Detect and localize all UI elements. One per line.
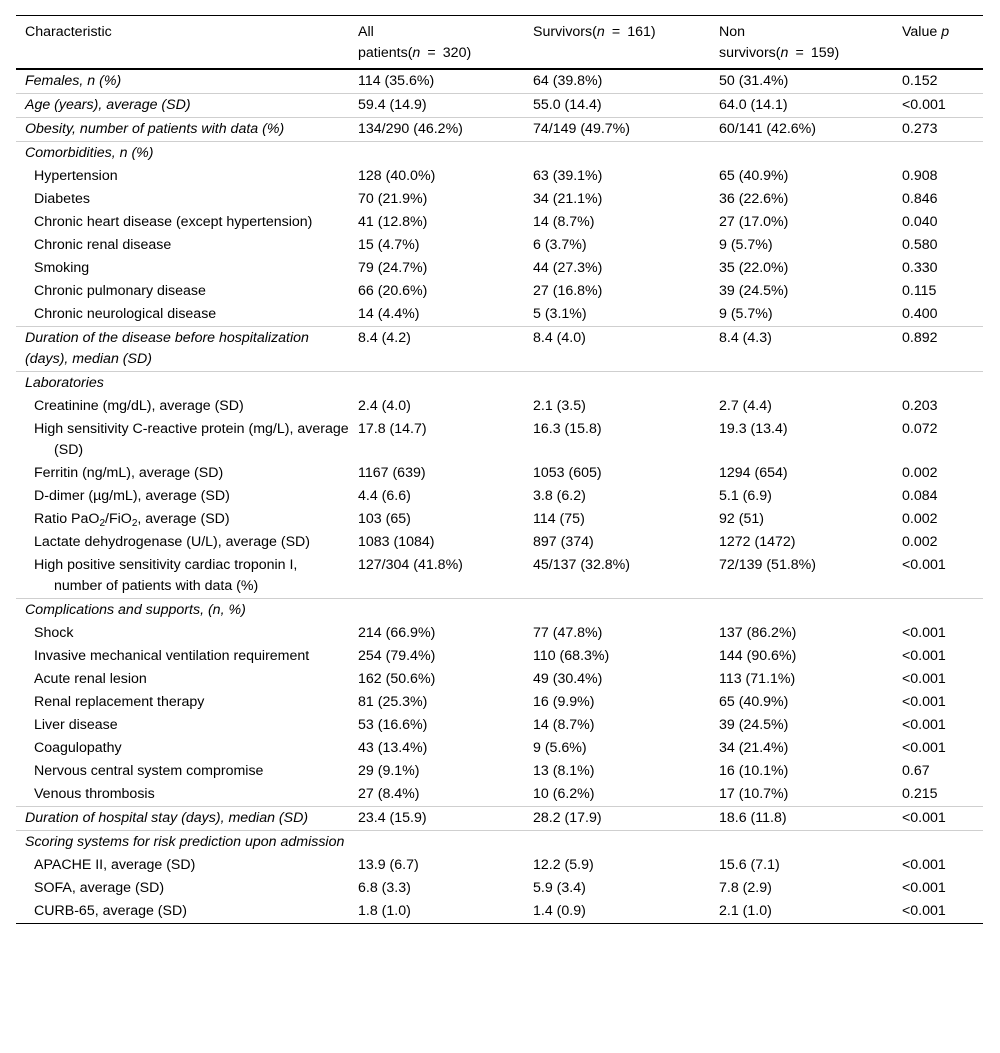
value-survivors: 12.2 (5.9) [533, 857, 594, 873]
header-p-value: Value p [893, 16, 983, 70]
value-nonsurvivors: 92 (51) [719, 511, 764, 527]
row-characteristic [16, 69, 349, 94]
value-survivors: 114 (75) [533, 511, 585, 527]
value-survivors: 9 (5.6%) [533, 740, 587, 756]
row-characteristic [16, 118, 349, 142]
table-row [16, 234, 983, 257]
value-survivors: 49 (30.4%) [533, 671, 603, 687]
value-survivors: 28.2 (17.9) [524, 807, 710, 831]
row-characteristic [16, 531, 349, 554]
row-label: Venous thrombosis [34, 786, 155, 802]
value-survivors: 44 (27.3%) [533, 260, 603, 276]
value-survivors: 1053 (605) [533, 465, 602, 481]
value-nonsurvivors [710, 599, 893, 623]
row-label: Ferritin (ng/mL), average (SD) [34, 465, 224, 481]
table-row [16, 831, 983, 855]
value-p: 0.580 [902, 237, 938, 253]
value-all-patients: 59.4 (14.9) [349, 94, 524, 118]
row-characteristic [16, 395, 349, 418]
value-all-patients [349, 599, 524, 623]
value-survivors: 45/137 (32.8%) [524, 554, 710, 599]
row-characteristic [16, 165, 349, 188]
value-nonsurvivors: 8.4 (4.3) [710, 327, 893, 372]
value-survivors: 897 (374) [533, 534, 594, 550]
value-all-patients: 254 (79.4%) [358, 648, 436, 664]
value-all-patients: 127/304 (41.8%) [349, 554, 524, 599]
value-p: 0.115 [902, 283, 937, 299]
value-survivors: 5.9 (3.4) [533, 880, 586, 896]
table-row [16, 737, 983, 760]
value-all-patients: 134/290 (46.2%) [349, 118, 524, 142]
value-all-patients: 4.4 (6.6) [358, 488, 411, 504]
row-characteristic [16, 854, 349, 877]
value-nonsurvivors [710, 372, 893, 396]
row-label: Creatinine (mg/dL), average (SD) [34, 398, 244, 414]
row-label: Laboratories [25, 375, 104, 391]
row-characteristic [16, 554, 349, 599]
value-survivors: 3.8 (6.2) [533, 488, 586, 504]
table-row [16, 714, 983, 737]
table-row [16, 165, 983, 188]
value-p: 0.002 [902, 511, 938, 527]
row-label: Chronic pulmonary disease [34, 283, 206, 299]
table-row [16, 418, 983, 462]
value-nonsurvivors: 1272 (1472) [719, 534, 796, 550]
value-all-patients: 14 (4.4%) [349, 303, 524, 327]
value-nonsurvivors [710, 142, 893, 166]
table-row [16, 554, 983, 599]
row-characteristic [16, 142, 349, 166]
value-all-patients: 79 (24.7%) [358, 260, 428, 276]
header-row [16, 16, 983, 70]
row-label: Obesity, number of patients with data (%) [25, 121, 285, 137]
table-row [16, 118, 983, 142]
value-p: 0.273 [893, 118, 983, 142]
row-characteristic [16, 877, 349, 900]
row-label: Hypertension [34, 168, 118, 184]
value-p [893, 831, 983, 855]
row-characteristic [16, 327, 349, 372]
value-survivors [524, 831, 710, 855]
row-characteristic [16, 783, 349, 807]
value-nonsurvivors: 113 (71.1%) [719, 671, 796, 687]
value-nonsurvivors: 15.6 (7.1) [719, 857, 780, 873]
table-row [16, 280, 983, 303]
value-all-patients: 162 (50.6%) [358, 671, 436, 687]
value-survivors: 8.4 (4.0) [524, 327, 710, 372]
value-survivors: 63 (39.1%) [533, 168, 603, 184]
value-p: 0.040 [902, 214, 938, 230]
value-nonsurvivors: 19.3 (13.4) [719, 421, 788, 437]
value-nonsurvivors: 2.7 (4.4) [719, 398, 772, 414]
value-all-patients: 15 (4.7%) [358, 237, 420, 253]
value-nonsurvivors: 18.6 (11.8) [710, 807, 893, 831]
row-label: Females, n (%) [25, 73, 122, 89]
table-row [16, 508, 983, 531]
value-all-patients: 70 (21.9%) [358, 191, 428, 207]
value-all-patients: 8.4 (4.2) [349, 327, 524, 372]
row-label: Complications and supports, (n, %) [25, 602, 246, 618]
row-label: Nervous central system compromise [34, 763, 264, 779]
value-nonsurvivors: 17 (10.7%) [710, 783, 893, 807]
table-row [16, 327, 983, 372]
value-p: <0.001 [902, 671, 946, 687]
value-all-patients: 27 (8.4%) [349, 783, 524, 807]
value-all-patients: 1.8 (1.0) [349, 900, 524, 924]
value-p: 0.152 [893, 69, 983, 94]
value-all-patients: 43 (13.4%) [358, 740, 428, 756]
row-label: Comorbidities, n (%) [25, 145, 154, 161]
value-survivors: 64 (39.8%) [524, 69, 710, 94]
value-nonsurvivors: 64.0 (14.1) [710, 94, 893, 118]
row-characteristic [16, 900, 349, 924]
row-label: Acute renal lesion [34, 671, 147, 687]
value-all-patients: 81 (25.3%) [358, 694, 428, 710]
value-all-patients: 128 (40.0%) [358, 168, 436, 184]
table-row [16, 854, 983, 877]
value-nonsurvivors [710, 831, 893, 855]
row-label: D-dimer (µg/mL), average (SD) [34, 488, 230, 504]
value-survivors [524, 599, 710, 623]
table-row [16, 668, 983, 691]
value-p: 0.400 [893, 303, 983, 327]
value-all-patients: 114 (35.6%) [349, 69, 524, 94]
value-nonsurvivors: 137 (86.2%) [719, 625, 797, 641]
value-nonsurvivors: 35 (22.0%) [719, 260, 789, 276]
row-characteristic [16, 599, 349, 623]
row-characteristic [16, 831, 349, 855]
value-nonsurvivors: 39 (24.5%) [719, 283, 789, 299]
value-nonsurvivors: 39 (24.5%) [719, 717, 789, 733]
table-row [16, 94, 983, 118]
value-nonsurvivors: 5.1 (6.9) [719, 488, 772, 504]
value-p: 0.892 [893, 327, 983, 372]
row-label: Lactate dehydrogenase (U/L), average (SD) [34, 534, 311, 550]
table-row [16, 372, 983, 396]
row-characteristic [16, 280, 349, 303]
value-nonsurvivors: 36 (22.6%) [719, 191, 789, 207]
value-p [893, 599, 983, 623]
value-nonsurvivors: 1294 (654) [719, 465, 788, 481]
row-label: SOFA, average (SD) [34, 880, 165, 896]
header-nonsurvivors: Non survivors(n = 159) [710, 16, 893, 70]
value-nonsurvivors: 34 (21.4%) [719, 740, 789, 756]
value-all-patients: 13.9 (6.7) [358, 857, 419, 873]
table-row [16, 877, 983, 900]
value-all-patients: 1167 (639) [358, 465, 426, 481]
value-survivors: 16 (9.9%) [533, 694, 595, 710]
row-characteristic [16, 372, 349, 396]
row-label: Liver disease [34, 717, 118, 733]
value-all-patients: 23.4 (15.9) [349, 807, 524, 831]
row-label: Duration of hospital stay (days), median (SD) [25, 810, 309, 826]
row-characteristic [16, 257, 349, 280]
row-characteristic [16, 94, 349, 118]
row-label: Renal replacement therapy [34, 694, 205, 710]
row-characteristic [16, 418, 349, 462]
value-p [893, 142, 983, 166]
value-nonsurvivors: 16 (10.1%) [719, 763, 789, 779]
header-all-patients: All patients(n = 320) [349, 16, 524, 70]
row-characteristic [16, 211, 349, 234]
value-all-patients: 214 (66.9%) [358, 625, 436, 641]
value-survivors: 27 (16.8%) [533, 283, 603, 299]
header-survivors: Survivors(n = 161) [524, 16, 710, 70]
row-characteristic [16, 807, 349, 831]
results-table [16, 15, 983, 924]
value-survivors: 14 (8.7%) [533, 214, 595, 230]
row-characteristic [16, 508, 349, 531]
row-characteristic [16, 462, 349, 485]
row-characteristic [16, 188, 349, 211]
value-all-patients: 29 (9.1%) [358, 763, 420, 779]
value-p: 0.002 [902, 534, 938, 550]
value-nonsurvivors: 50 (31.4%) [710, 69, 893, 94]
value-survivors: 2.1 (3.5) [533, 398, 586, 414]
value-p: <0.001 [902, 717, 946, 733]
value-nonsurvivors: 65 (40.9%) [719, 168, 789, 184]
value-all-patients [349, 372, 524, 396]
value-p: <0.001 [902, 880, 946, 896]
value-p: 0.67 [902, 763, 930, 779]
row-label: APACHE II, average (SD) [34, 857, 196, 873]
table-row [16, 783, 983, 807]
value-p: 0.203 [902, 398, 938, 414]
value-p: <0.001 [902, 694, 946, 710]
row-characteristic [16, 645, 349, 668]
table-row [16, 188, 983, 211]
value-p: 0.084 [902, 488, 938, 504]
row-label: Chronic neurological disease [34, 306, 217, 322]
table-row [16, 900, 983, 924]
value-nonsurvivors: 72/139 (51.8%) [710, 554, 893, 599]
value-all-patients: 1083 (1084) [358, 534, 435, 550]
value-survivors [524, 142, 710, 166]
value-p [893, 372, 983, 396]
value-survivors: 34 (21.1%) [533, 191, 603, 207]
header-characteristic: Characteristic [16, 16, 349, 70]
value-survivors: 77 (47.8%) [533, 625, 603, 641]
value-nonsurvivors: 60/141 (42.6%) [710, 118, 893, 142]
table-body [16, 69, 983, 924]
row-label: CURB-65, average (SD) [34, 903, 187, 919]
value-p: <0.001 [902, 648, 946, 664]
value-all-patients: 66 (20.6%) [358, 283, 428, 299]
value-survivors: 55.0 (14.4) [524, 94, 710, 118]
table-row [16, 531, 983, 554]
row-characteristic [16, 714, 349, 737]
row-characteristic [16, 234, 349, 257]
value-all-patients: 2.4 (4.0) [358, 398, 411, 414]
row-label: Diabetes [34, 191, 90, 207]
value-nonsurvivors: 65 (40.9%) [719, 694, 789, 710]
row-characteristic [16, 485, 349, 508]
table-row [16, 211, 983, 234]
value-p: <0.001 [893, 900, 983, 924]
row-characteristic [16, 303, 349, 327]
table-row [16, 303, 983, 327]
row-label: Duration of the disease before hospitalization (days), median (SD) [25, 330, 309, 367]
value-all-patients: 41 (12.8%) [358, 214, 428, 230]
row-characteristic [16, 760, 349, 783]
value-survivors: 5 (3.1%) [524, 303, 710, 327]
row-label: Scoring systems for risk prediction upon admission [25, 834, 345, 850]
value-survivors: 1.4 (0.9) [524, 900, 710, 924]
value-nonsurvivors: 27 (17.0%) [719, 214, 789, 230]
value-p: <0.001 [902, 740, 946, 756]
row-label: Coagulopathy [34, 740, 122, 756]
table-row [16, 485, 983, 508]
value-all-patients [349, 831, 524, 855]
table-row [16, 599, 983, 623]
value-survivors: 14 (8.7%) [533, 717, 595, 733]
row-label: Shock [34, 625, 74, 641]
value-all-patients: 6.8 (3.3) [358, 880, 411, 896]
table-row [16, 645, 983, 668]
value-p: <0.001 [902, 625, 946, 641]
value-nonsurvivors: 7.8 (2.9) [719, 880, 772, 896]
value-nonsurvivors: 2.1 (1.0) [710, 900, 893, 924]
value-p: 0.072 [902, 421, 938, 437]
table-row [16, 462, 983, 485]
value-p: 0.330 [902, 260, 938, 276]
value-survivors: 16.3 (15.8) [533, 421, 602, 437]
value-all-patients: 17.8 (14.7) [358, 421, 427, 437]
value-survivors: 6 (3.7%) [533, 237, 587, 253]
value-survivors: 13 (8.1%) [533, 763, 595, 779]
table-row [16, 622, 983, 645]
value-p: <0.001 [893, 554, 983, 599]
table-row [16, 807, 983, 831]
value-p: 0.846 [902, 191, 938, 207]
value-p: 0.215 [893, 783, 983, 807]
value-survivors: 74/149 (49.7%) [524, 118, 710, 142]
value-survivors: 110 (68.3%) [533, 648, 610, 664]
table-row [16, 395, 983, 418]
table-row [16, 69, 983, 94]
value-nonsurvivors: 144 (90.6%) [719, 648, 797, 664]
row-characteristic [16, 691, 349, 714]
row-label: High positive sensitivity cardiac troponin I, number of patients with data (%) [34, 557, 298, 594]
value-p: 0.002 [902, 465, 938, 481]
row-label: Smoking [34, 260, 90, 276]
value-nonsurvivors: 9 (5.7%) [710, 303, 893, 327]
table-row [16, 257, 983, 280]
value-p: 0.908 [902, 168, 938, 184]
table-row [16, 691, 983, 714]
value-all-patients: 53 (16.6%) [358, 717, 428, 733]
row-characteristic [16, 622, 349, 645]
row-label: Invasive mechanical ventilation requirement [34, 648, 310, 664]
value-nonsurvivors: 9 (5.7%) [719, 237, 773, 253]
value-all-patients: 103 (65) [358, 511, 411, 527]
row-label: Chronic renal disease [34, 237, 172, 253]
value-p: <0.001 [893, 94, 983, 118]
row-label: High sensitivity C-reactive protein (mg/L), average (SD) [34, 421, 349, 458]
row-label: Chronic heart disease (except hypertension) [34, 214, 313, 230]
row-label: Age (years), average (SD) [25, 97, 191, 113]
value-survivors: 10 (6.2%) [524, 783, 710, 807]
row-characteristic [16, 737, 349, 760]
value-all-patients [349, 142, 524, 166]
value-p: <0.001 [893, 807, 983, 831]
table-header [16, 16, 983, 70]
row-label: Ratio PaO$_2$/FiO$_2$, average (SD) [34, 511, 230, 529]
table-row [16, 142, 983, 166]
value-survivors [524, 372, 710, 396]
value-p: <0.001 [902, 857, 946, 873]
row-characteristic [16, 668, 349, 691]
table-row [16, 760, 983, 783]
